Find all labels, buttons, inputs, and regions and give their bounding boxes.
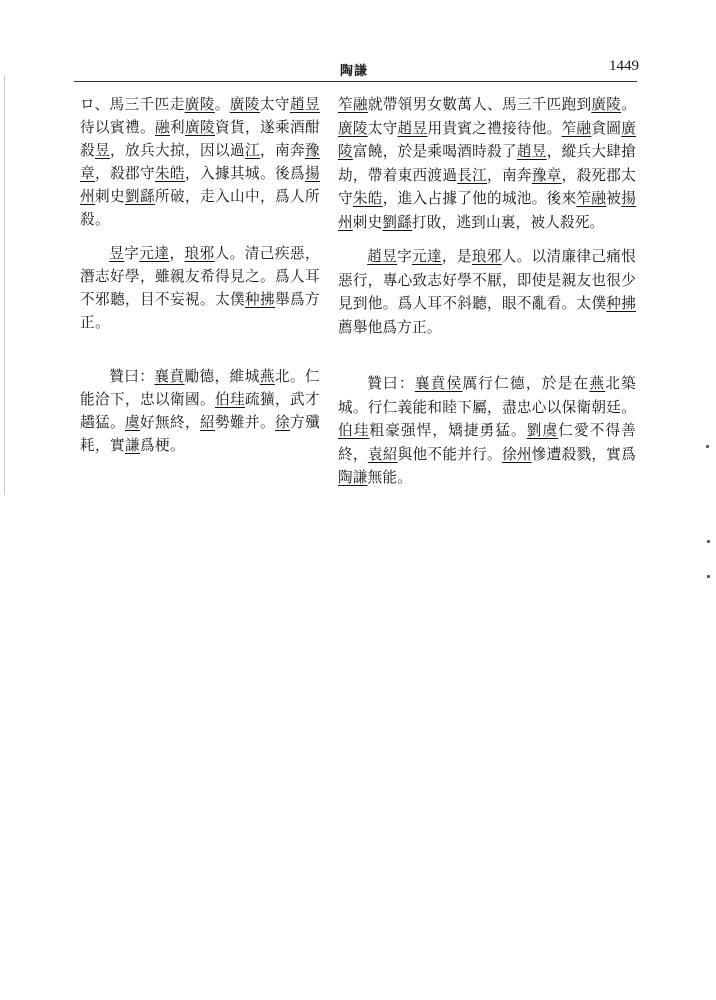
proper-noun: 江 <box>244 142 260 159</box>
proper-noun: 廣陵 <box>185 119 215 136</box>
proper-noun: 昱 <box>109 245 125 262</box>
scan-speck <box>707 575 710 578</box>
proper-noun: 伯珪 <box>338 422 370 439</box>
translation-column <box>338 93 636 490</box>
proper-noun: 笮融 <box>576 190 607 207</box>
text-run: 資貨，遂乘酒酣殺 <box>80 119 320 159</box>
proper-noun: 紹 <box>200 414 215 431</box>
text-run: 贊曰： <box>109 368 155 385</box>
text-run: 富饒，於是乘喝酒時殺了 <box>352 143 517 160</box>
paragraph-1 <box>338 93 636 234</box>
paragraph-2 <box>338 245 636 339</box>
text-run: 被 <box>606 190 622 207</box>
text-run: 字 <box>124 245 140 262</box>
proper-noun: 廣陵 <box>338 119 636 160</box>
classical-text-column <box>80 93 320 457</box>
proper-noun: 豫章 <box>80 142 320 182</box>
text-run: 薦舉他爲方正。 <box>338 318 442 336</box>
text-run: 厲行仁德，於是在 <box>462 375 590 392</box>
text-run: 所破，走入山中，爲人所殺。 <box>80 188 320 228</box>
page-number: 1449 <box>609 58 639 74</box>
proper-noun: 謙 <box>124 437 140 454</box>
text-run: 打敗，逃到山裏，被人殺死。 <box>411 213 605 231</box>
text-run: 北。仁能洽下，忠以衛國。 <box>80 368 320 408</box>
scan-speck <box>706 445 709 448</box>
text-run: 舉爲方正。 <box>80 291 320 331</box>
proper-noun: 徐 <box>275 414 290 431</box>
text-run: ，殺死郡太守 <box>338 166 636 207</box>
proper-noun: 劉繇 <box>125 188 155 205</box>
text-run: 與他不能并行。 <box>397 445 502 463</box>
text-run: 。 <box>214 96 230 113</box>
running-header <box>74 58 637 78</box>
text-run: 無能。 <box>367 469 412 486</box>
proper-noun: 揚州 <box>338 190 636 231</box>
proper-noun: 朱皓 <box>155 165 185 182</box>
text-run: 人。以清廉律己痛恨惡行，專心致志好學不厭，即使是親友也很少見到他。爲人耳不斜聽，眼不亂看。太僕 <box>338 248 637 312</box>
text-run: 仁愛不得善終， <box>338 422 636 463</box>
text-run: ロ、馬三千匹走 <box>80 96 185 113</box>
paragraph-zan <box>80 365 320 457</box>
text-run: 待以賓禮。 <box>80 119 155 136</box>
text-run: 贊曰： <box>367 375 415 392</box>
proper-noun: 襄賁侯 <box>414 375 463 392</box>
proper-noun: 虞 <box>125 414 140 431</box>
text-run: 粗豪强悍，矯捷勇猛。 <box>369 422 527 439</box>
text-run: ，南奔 <box>259 142 305 159</box>
proper-noun: 趙昱 <box>289 96 320 113</box>
page-edge-line <box>4 75 5 495</box>
text-run: 刺史 <box>95 188 125 205</box>
proper-noun: 燕 <box>589 375 606 392</box>
proper-noun: 朱皓 <box>352 190 383 207</box>
text-run: 貪圖 <box>591 119 622 137</box>
text-run: 。 <box>621 96 636 113</box>
proper-noun: 趙昱 <box>397 119 428 137</box>
proper-noun: 劉虞 <box>526 422 559 439</box>
proper-noun: 种拂 <box>606 295 636 312</box>
proper-noun: 廣陵 <box>229 96 260 113</box>
text-run: 字 <box>397 248 413 265</box>
proper-noun: 笮融 <box>561 119 592 137</box>
text-run: 慘遭殺戮，實爲 <box>531 445 636 463</box>
text-run: 刺史 <box>352 213 383 231</box>
paragraph-zan <box>338 372 636 490</box>
scan-speck <box>707 540 710 543</box>
text-run: 人。清己疾惡，潛志好學，雖親友希得見之。爲人耳不邪聽，目不妄視。太僕 <box>80 245 320 308</box>
text-run: 太守 <box>259 96 290 113</box>
text-run: 好無終， <box>140 414 200 431</box>
proper-noun: 長江 <box>457 166 488 184</box>
proper-noun: 燕 <box>259 368 275 385</box>
text-run: 疏獷，武才趫猛。 <box>80 391 320 431</box>
proper-noun: 揚州 <box>80 165 320 205</box>
proper-noun: 元達 <box>139 245 170 262</box>
proper-noun: 融 <box>155 119 170 136</box>
proper-noun: 豫章 <box>531 166 562 184</box>
proper-noun: 琅邪 <box>471 248 502 265</box>
text-run: ，殺郡守 <box>95 165 155 182</box>
proper-noun: 劉繇 <box>382 213 412 231</box>
text-run: 勵德，維城 <box>184 368 260 385</box>
proper-noun: 笮融 <box>338 96 368 113</box>
proper-noun: 趙昱 <box>367 248 398 265</box>
text-run: 北築城。行仁義能和睦下屬，盡忠心以保衛朝廷。 <box>338 375 636 416</box>
paragraph-1 <box>80 93 320 231</box>
text-run: 太守 <box>367 119 398 137</box>
proper-noun: 廣陵 <box>184 96 215 113</box>
proper-noun: 趙昱 <box>516 143 547 160</box>
text-run: ，入據其城。後爲 <box>185 165 305 182</box>
proper-noun: 廣陵 <box>591 96 622 113</box>
proper-noun: 徐州 <box>501 445 532 463</box>
proper-noun: 襄賁 <box>154 368 185 385</box>
text-run: 方殲耗，實 <box>80 414 320 454</box>
proper-noun: 昱 <box>95 142 110 159</box>
proper-noun: 琅邪 <box>184 245 215 262</box>
text-run: 用貴賓之禮接待他。 <box>427 119 562 137</box>
text-run: 就帶領男女數萬人、馬三千匹跑到 <box>367 96 592 113</box>
text-run: ，縱兵大肆搶劫，帶着東西渡過 <box>338 143 637 184</box>
proper-noun: 伯珪 <box>214 391 245 408</box>
text-run: ， <box>169 245 185 262</box>
proper-noun: 元達 <box>412 248 442 265</box>
text-run: 勢難并。 <box>215 414 275 431</box>
proper-noun: 袁紹 <box>367 445 398 463</box>
text-run: ，放兵大掠，因以過 <box>110 142 245 159</box>
proper-noun: 种拂 <box>245 291 275 308</box>
header-rule <box>74 81 637 82</box>
text-run: ，南奔 <box>487 166 532 184</box>
text-run: 爲梗。 <box>139 437 185 454</box>
text-run: ，進入占據了他的城池。後來 <box>382 190 577 207</box>
text-run: 利 <box>170 119 185 136</box>
proper-noun: 陶謙 <box>338 469 368 486</box>
running-title: 陶謙 <box>340 64 369 79</box>
text-run: ，是 <box>441 248 472 265</box>
paragraph-2 <box>80 242 320 334</box>
proper-noun: 廣陵 <box>338 119 368 137</box>
